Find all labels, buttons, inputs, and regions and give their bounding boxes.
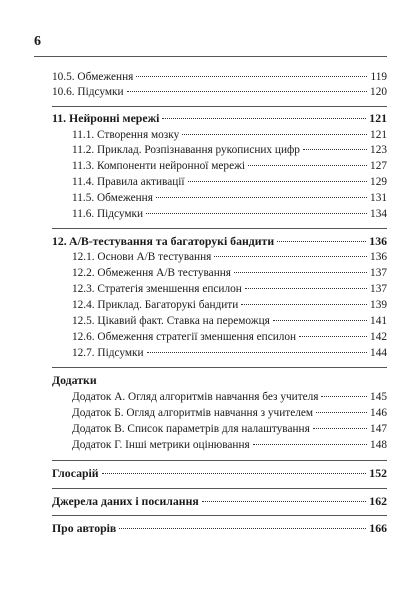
dot-leader — [188, 181, 368, 182]
section-divider — [52, 228, 387, 229]
toc-entry-page: 127 — [370, 160, 387, 172]
toc-entry-page: 142 — [370, 331, 387, 343]
toc-chapter-title: 11. Нейронні мережі — [52, 111, 160, 125]
toc-sources[interactable] — [52, 494, 387, 508]
toc-entry-page: 139 — [370, 299, 387, 311]
dot-leader — [156, 197, 367, 198]
toc-chapter-title: Глосарій — [52, 466, 99, 480]
toc-entry-10-5[interactable] — [52, 70, 387, 84]
dot-leader — [234, 272, 367, 273]
toc-entry-12-3[interactable] — [72, 282, 387, 296]
toc-chapter-12[interactable] — [52, 234, 387, 248]
section-divider — [52, 460, 387, 461]
dot-leader — [248, 165, 367, 166]
toc-entry-11-6[interactable] — [72, 207, 387, 221]
dot-leader — [241, 304, 367, 305]
toc-entry-page: 145 — [370, 391, 387, 403]
section-divider — [52, 106, 387, 107]
toc-entry-page: 141 — [370, 315, 387, 327]
toc-glossary[interactable] — [52, 466, 387, 480]
dot-leader — [119, 528, 366, 529]
toc-entry-title: 12.7. Підсумки — [72, 347, 144, 359]
toc-chapter-page: 166 — [369, 521, 387, 535]
dot-leader — [303, 149, 367, 150]
section-divider — [52, 515, 387, 516]
dot-leader — [127, 91, 368, 92]
toc-entry-title: 12.5. Цікавий факт. Ставка на переможця — [72, 315, 270, 327]
toc-entry-12-4[interactable] — [72, 298, 387, 312]
toc-entry-page: 134 — [370, 208, 387, 220]
toc-chapter-title: Про авторів — [52, 521, 117, 535]
toc-entry-12-7[interactable] — [72, 346, 387, 360]
toc-chapter-page: 162 — [369, 494, 387, 508]
section-divider — [52, 488, 387, 489]
toc-entry-page: 137 — [370, 283, 387, 295]
dot-leader — [214, 256, 367, 257]
toc-chapter-11[interactable] — [52, 111, 387, 125]
toc-entry-page: 148 — [370, 439, 387, 451]
dot-leader — [299, 336, 367, 337]
toc-appendix-b[interactable] — [72, 406, 387, 420]
toc-entry-11-1[interactable] — [72, 128, 387, 142]
toc-entry-title: Додаток Г. Інші метрики оцінювання — [72, 439, 250, 451]
toc-entry-page: 136 — [370, 251, 387, 263]
dot-leader — [245, 288, 367, 289]
toc-entry-page: 144 — [370, 347, 387, 359]
section-divider — [52, 367, 387, 368]
toc-entry-title: 12.6. Обмеження стратегії зменшення епсилон — [72, 331, 297, 343]
toc-entry-title: 12.1. Основи A/B тестування — [72, 251, 212, 263]
dot-leader — [146, 213, 367, 214]
toc-entry-12-5[interactable] — [72, 314, 387, 328]
toc-chapter-page: 152 — [369, 466, 387, 480]
toc-entry-title: 12.4. Приклад. Багаторукі бандити — [72, 299, 239, 311]
toc-entry-page: 129 — [370, 176, 387, 188]
dot-leader — [136, 76, 367, 77]
toc-appendix-g[interactable] — [72, 438, 387, 452]
dot-leader — [147, 352, 368, 353]
toc-entry-title: Додаток А. Огляд алгоритмів навчання без учителя — [72, 391, 319, 403]
toc-entry-title: 11.6. Підсумки — [72, 208, 144, 220]
toc-entry-title: 11.1. Створення мозку — [72, 129, 180, 141]
dot-leader — [253, 444, 367, 445]
toc-entry-12-1[interactable] — [72, 250, 387, 264]
toc-entry-page: 147 — [370, 423, 387, 435]
toc-entry-11-5[interactable] — [72, 191, 387, 205]
toc-chapter-title: 12. A/B-тестування та багаторукі бандити — [52, 234, 275, 248]
toc-entry-12-2[interactable] — [72, 266, 387, 280]
dot-leader — [202, 501, 367, 502]
toc-entry-title: 11.5. Обмеження — [72, 192, 153, 204]
toc-entry-page: 131 — [370, 192, 387, 204]
toc-entry-page: 119 — [370, 71, 387, 83]
toc-appendix-heading[interactable]: Додатки — [52, 373, 97, 387]
toc-entry-title: 11.3. Компоненти нейронної мережі — [72, 160, 246, 172]
toc-appendix-a[interactable] — [72, 390, 387, 404]
toc-authors[interactable] — [52, 521, 387, 535]
dot-leader — [182, 134, 367, 135]
toc-entry-11-3[interactable] — [72, 159, 387, 173]
toc-entry-page: 123 — [370, 144, 387, 156]
page-number: 6 — [34, 34, 41, 49]
toc-entry-title: Додаток В. Список параметрів для налаштування — [72, 423, 310, 435]
toc-chapter-title: Джерела даних і посилання — [52, 494, 199, 508]
toc-entry-page: 137 — [370, 267, 387, 279]
dot-leader — [162, 118, 366, 119]
dot-leader — [321, 396, 367, 397]
toc-entry-page: 120 — [370, 86, 387, 98]
toc-entry-page: 121 — [370, 129, 387, 141]
toc-entry-title: 10.6. Підсумки — [52, 86, 124, 98]
toc-entry-title: Додаток Б. Огляд алгоритмів навчання з учителем — [72, 407, 314, 419]
toc-entry-title: 12.3. Стратегія зменшення епсилон — [72, 283, 242, 295]
toc-appendix-v[interactable] — [72, 422, 387, 436]
toc-entry-title: 11.4. Правила активації — [72, 176, 185, 188]
header-rule — [34, 56, 387, 57]
toc-entry-title: 11.2. Приклад. Розпізнавання рукописних цифр — [72, 144, 300, 156]
toc-entry-11-2[interactable] — [72, 143, 387, 157]
dot-leader — [277, 241, 366, 242]
dot-leader — [102, 473, 367, 474]
toc-entry-12-6[interactable] — [72, 330, 387, 344]
toc-entry-title: 12.2. Обмеження A/B тестування — [72, 267, 231, 279]
dot-leader — [313, 428, 367, 429]
dot-leader — [273, 320, 367, 321]
dot-leader — [316, 412, 367, 413]
toc-entry-page: 146 — [370, 407, 387, 419]
toc-chapter-page: 121 — [369, 111, 387, 125]
toc-entry-title: 10.5. Обмеження — [52, 71, 134, 83]
toc-entry-10-6[interactable] — [52, 85, 387, 99]
toc-entry-11-4[interactable] — [72, 175, 387, 189]
toc-chapter-page: 136 — [369, 234, 387, 248]
